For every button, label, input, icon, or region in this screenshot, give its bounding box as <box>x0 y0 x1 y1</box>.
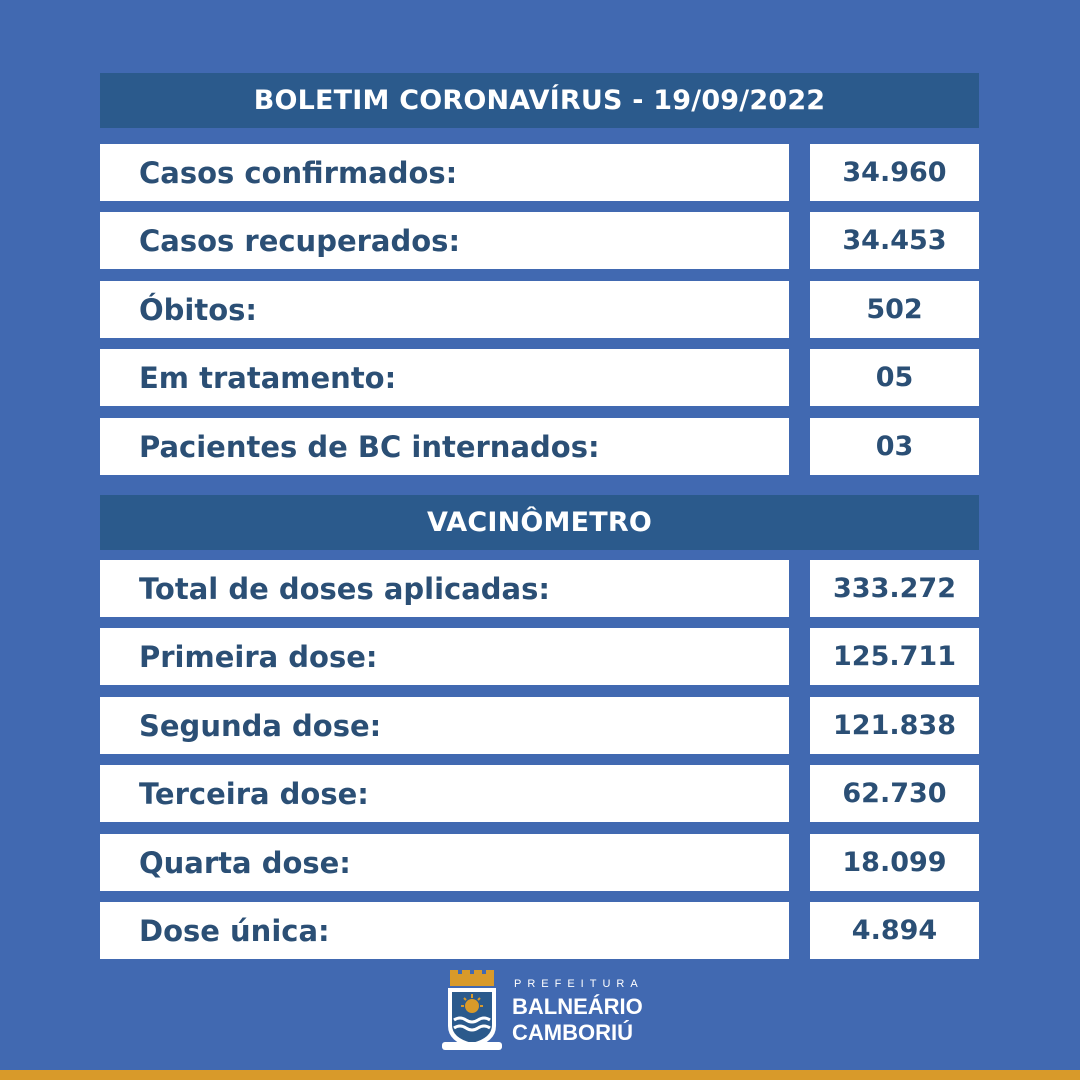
row-value: 333.272 <box>810 560 979 617</box>
row-value: 03 <box>810 418 979 475</box>
row-label: Óbitos: <box>100 281 789 338</box>
table-row <box>100 628 979 685</box>
coat-of-arms-icon <box>442 970 502 1054</box>
table-row <box>100 144 979 201</box>
logo-city-line1: BALNEÁRIO <box>512 994 643 1019</box>
table-row <box>100 418 979 475</box>
table-row <box>100 697 979 754</box>
bulletin-title <box>100 73 979 128</box>
row-value: 34.960 <box>810 144 979 201</box>
table-row <box>100 349 979 406</box>
logo-city-line2: CAMBORIÚ <box>512 1020 633 1045</box>
row-label: Em tratamento: <box>100 349 789 406</box>
row-value: 05 <box>810 349 979 406</box>
table-row <box>100 834 979 891</box>
bulletin-title-text: BOLETIM CORONAVÍRUS - 19/09/2022 <box>253 85 826 116</box>
row-value: 502 <box>810 281 979 338</box>
row-value: 121.838 <box>810 697 979 754</box>
row-value: 4.894 <box>810 902 979 959</box>
row-label: Segunda dose: <box>100 697 789 754</box>
vaccinometer-title-text: VACINÔMETRO <box>426 507 653 538</box>
row-label: Casos recuperados: <box>100 212 789 269</box>
row-value: 18.099 <box>810 834 979 891</box>
table-row <box>100 560 979 617</box>
table-row <box>100 212 979 269</box>
row-value: 34.453 <box>810 212 979 269</box>
row-label: Terceira dose: <box>100 765 789 822</box>
row-label: Quarta dose: <box>100 834 789 891</box>
city-logo <box>442 970 652 1056</box>
row-label: Pacientes de BC internados: <box>100 418 789 475</box>
table-row <box>100 765 979 822</box>
row-value: 62.730 <box>810 765 979 822</box>
row-label: Casos confirmados: <box>100 144 789 201</box>
table-row <box>100 281 979 338</box>
row-label: Total de doses aplicadas: <box>100 560 789 617</box>
row-label: Primeira dose: <box>100 628 789 685</box>
table-row <box>100 902 979 959</box>
row-label: Dose única: <box>100 902 789 959</box>
logo-prefeitura: PREFEITURA <box>514 978 644 990</box>
row-value: 125.711 <box>810 628 979 685</box>
bottom-accent-bar <box>0 1070 1080 1080</box>
vaccinometer-title <box>100 495 979 550</box>
